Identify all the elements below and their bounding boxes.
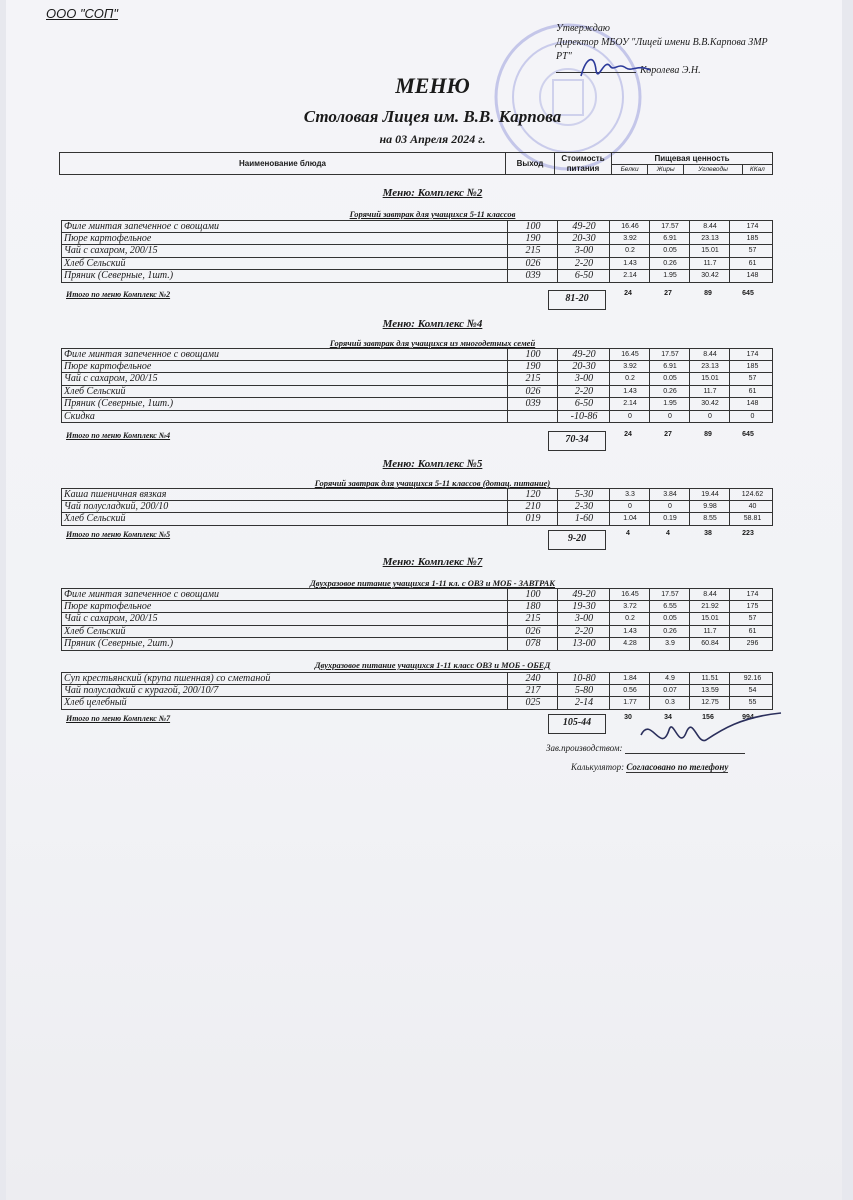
dish-carbs: 13.59 (689, 685, 730, 697)
complex7-rows2 (61, 672, 773, 710)
col-fats: Жиры (648, 165, 684, 175)
table-row (61, 233, 773, 246)
dish-fats: 0.26 (649, 258, 690, 270)
calculator-value: Согласовано по телефону (626, 762, 729, 772)
dish-price: 20-30 (557, 361, 610, 373)
table-row (61, 411, 773, 424)
dish-output: 240 (507, 673, 558, 684)
dish-output: 026 (507, 258, 558, 270)
dish-name: Хлеб Сельский (64, 257, 126, 269)
page-title: МЕНЮ (395, 73, 470, 98)
dish-name: Скидка (64, 410, 95, 422)
col-carbs: Углеводы (684, 165, 742, 175)
total-price: 70-34 (548, 431, 606, 451)
dish-price: 13-00 (557, 638, 610, 650)
total-carbs: 38 (704, 530, 712, 537)
table-row (61, 672, 773, 685)
dish-fats: 0.05 (649, 373, 690, 385)
dish-kcal: 124.62 (729, 489, 775, 500)
dish-name: Пюре картофельное (64, 360, 152, 372)
dish-proteins: 1.43 (609, 386, 650, 398)
dish-price: 2-20 (557, 386, 610, 398)
complex4-total (6, 431, 853, 451)
dish-fats: 17.57 (649, 221, 690, 232)
dish-fats: 0.05 (649, 245, 690, 257)
dish-fats: 1.95 (649, 398, 690, 410)
dish-carbs: 8.44 (689, 349, 730, 360)
dish-output: 026 (507, 626, 558, 638)
calculator-label: Калькулятор: (571, 762, 625, 772)
dish-name: Пюре картофельное (64, 232, 152, 244)
dish-output: 039 (507, 270, 558, 282)
dish-proteins: 4.28 (609, 638, 650, 650)
table-row (61, 601, 773, 614)
dish-output: 100 (507, 589, 558, 600)
dish-kcal: 296 (729, 638, 775, 650)
dish-carbs: 8.44 (689, 589, 730, 600)
dish-name: Пюре картофельное (64, 600, 152, 612)
table-row (61, 501, 773, 514)
dish-name: Хлеб целебный (64, 697, 127, 708)
dish-fats: 4.9 (649, 673, 690, 684)
dish-kcal: 148 (729, 398, 775, 410)
dish-carbs: 11.7 (689, 626, 730, 638)
total-fats: 4 (666, 530, 670, 537)
table-row (61, 613, 773, 626)
dish-name: Хлеб Сельский (64, 385, 126, 397)
table-row (61, 398, 773, 411)
total-kcal: 223 (742, 530, 754, 537)
dish-kcal: 185 (729, 233, 775, 245)
dish-fats: 6.91 (649, 361, 690, 373)
table-row (61, 685, 773, 698)
col-output: Выход (506, 153, 555, 175)
dish-fats: 6.91 (649, 233, 690, 245)
dish-output: 190 (507, 361, 558, 373)
total-label: Итого по меню Комплекс №4 (66, 431, 171, 440)
dish-kcal: 57 (729, 373, 775, 385)
dish-proteins: 0.2 (609, 245, 650, 257)
table-row (61, 588, 773, 601)
total-proteins: 24 (624, 431, 632, 438)
dish-kcal: 174 (729, 349, 775, 360)
dish-fats: 6.55 (649, 601, 690, 613)
dish-proteins: 3.92 (609, 233, 650, 245)
dish-carbs: 11.51 (689, 673, 730, 684)
complex2-title: Меню: Комплекс №2 (382, 187, 483, 199)
total-carbs: 89 (704, 431, 712, 438)
table-row (61, 270, 773, 283)
dish-output: 215 (507, 373, 558, 385)
dish-fats: 0.07 (649, 685, 690, 697)
total-fats: 27 (664, 290, 672, 297)
dish-proteins: 2.14 (609, 270, 650, 282)
table-row (61, 638, 773, 651)
dish-carbs: 60.84 (689, 638, 730, 650)
dish-output: 019 (507, 513, 558, 525)
dish-kcal: 148 (729, 270, 775, 282)
dish-proteins: 3.3 (609, 489, 650, 500)
dish-carbs: 15.01 (689, 245, 730, 257)
dish-carbs: 30.42 (689, 270, 730, 282)
dish-fats: 0.05 (649, 613, 690, 625)
dish-proteins: 0 (609, 411, 650, 423)
dish-kcal: 185 (729, 361, 775, 373)
dish-output: 026 (507, 386, 558, 398)
dish-proteins: 16.45 (609, 349, 650, 360)
dish-fats: 0.19 (649, 513, 690, 525)
dish-proteins: 0 (609, 501, 650, 513)
approval-line-2: Директор МБОУ "Лицей имени В.В.Карпова ЗМР (556, 37, 768, 48)
complex4-rows (61, 348, 773, 423)
dish-carbs: 8.44 (689, 221, 730, 232)
dish-kcal: 61 (729, 626, 775, 638)
table-row (61, 626, 773, 639)
dish-name: Чай полусладкий, 200/10 (64, 500, 169, 512)
dish-fats: 0.26 (649, 386, 690, 398)
total-price: 81-20 (548, 290, 606, 310)
dish-output: 190 (507, 233, 558, 245)
dish-kcal: 174 (729, 589, 775, 600)
dish-fats: 0 (649, 501, 690, 513)
director-name: Королева Э.Н. (640, 65, 701, 76)
dish-name: Хлеб Сельский (64, 513, 126, 524)
dish-price: 49-20 (557, 589, 610, 600)
dish-proteins: 0.2 (609, 373, 650, 385)
total-price: 9-20 (548, 530, 606, 550)
dish-name: Пряник (Северные, 1шт.) (64, 398, 174, 409)
dish-kcal: 58.81 (729, 513, 775, 525)
dish-price: 6-50 (557, 398, 610, 410)
dish-output: 180 (507, 601, 558, 613)
dish-price: 2-14 (557, 697, 610, 709)
page-date: на 03 Апреля 2024 г. (379, 132, 486, 146)
dish-kcal: 40 (729, 501, 775, 513)
table-row (61, 373, 773, 386)
complex2-rows (61, 220, 773, 283)
dish-name: Пряник (Северные, 2шт.) (64, 638, 174, 649)
dish-output: 078 (507, 638, 558, 650)
total-kcal: 645 (742, 431, 754, 438)
table-row (61, 220, 773, 233)
dish-kcal: 175 (729, 601, 775, 613)
complex4-title: Меню: Комплекс №4 (382, 318, 483, 330)
calculator-field (571, 762, 728, 773)
complex5-subtitle: Горячий завтрак для учащихся 5-11 классов (дотац. питание) (314, 478, 551, 488)
total-proteins: 4 (626, 530, 630, 537)
dish-proteins: 1.04 (609, 513, 650, 525)
dish-proteins: 0.56 (609, 685, 650, 697)
dish-carbs: 11.7 (689, 386, 730, 398)
manager-field (546, 743, 745, 754)
complex7-rows (61, 588, 773, 651)
table-row (61, 258, 773, 271)
dish-proteins: 1.43 (609, 258, 650, 270)
dish-output: 215 (507, 245, 558, 257)
columns-header (59, 152, 773, 175)
col-price: Стоимость питания (555, 153, 612, 175)
total-label: Итого по меню Комплекс №7 (66, 714, 171, 723)
complex2-total (6, 290, 853, 310)
dish-carbs: 19.44 (689, 489, 730, 500)
dish-price: -10-86 (557, 411, 610, 423)
manager-signature (631, 705, 791, 765)
total-kcal: 645 (742, 290, 754, 297)
table-row (61, 513, 773, 526)
manager-label: Зав.производством: (546, 743, 623, 753)
dish-carbs: 11.7 (689, 258, 730, 270)
dish-name: Каша пшеничная вязкая (64, 489, 167, 500)
dish-output: 120 (507, 489, 558, 500)
dish-price: 49-20 (557, 349, 610, 360)
dish-carbs: 12.75 (689, 697, 730, 709)
dish-name: Суп крестьянский (крупа пшенная) со сметаной (64, 673, 271, 684)
dish-output: 025 (507, 697, 558, 709)
dish-price: 20-30 (557, 233, 610, 245)
dish-price: 3-00 (557, 613, 610, 625)
col-name: Наименование блюда (60, 153, 506, 175)
dish-name: Чай с сахаром, 200/15 (64, 613, 158, 624)
dish-name: Пряник (Северные, 1шт.) (64, 270, 174, 281)
total-carbs: 156 (702, 714, 714, 721)
dish-name: Чай с сахаром, 200/15 (64, 373, 158, 384)
dish-name: Филе минтая запеченное с овощами (64, 589, 220, 600)
approval-line-1: Утверждаю (556, 23, 610, 34)
dish-proteins: 2.14 (609, 398, 650, 410)
total-kcal: 994 (742, 714, 754, 721)
dish-carbs: 0 (689, 411, 730, 423)
dish-price: 3-00 (557, 373, 610, 385)
total-fats: 27 (664, 431, 672, 438)
dish-proteins: 0.2 (609, 613, 650, 625)
dish-price: 5-30 (557, 489, 610, 500)
dish-output: 100 (507, 349, 558, 360)
dish-fats: 17.57 (649, 349, 690, 360)
complex2-subtitle: Горячий завтрак для учащихся 5-11 классов (349, 209, 516, 219)
col-nutrition: Пищевая ценность (612, 153, 773, 165)
dish-output: 215 (507, 613, 558, 625)
dish-price: 49-20 (557, 221, 610, 232)
table-row (61, 386, 773, 399)
dish-proteins: 1.84 (609, 673, 650, 684)
total-fats: 34 (664, 714, 672, 721)
page-subtitle: Столовая Лицея им. В.В. Карпова (303, 107, 562, 126)
dish-kcal: 174 (729, 221, 775, 232)
total-proteins: 24 (624, 290, 632, 297)
dish-fats: 17.57 (649, 589, 690, 600)
col-proteins: Белки (612, 165, 648, 175)
dish-price: 19-30 (557, 601, 610, 613)
dish-carbs: 15.01 (689, 373, 730, 385)
complex5-title: Меню: Комплекс №5 (382, 458, 483, 470)
dish-price: 2-20 (557, 258, 610, 270)
total-label: Итого по меню Комплекс №5 (66, 530, 171, 539)
total-proteins: 30 (624, 714, 632, 721)
complex7-subtitle: Двухразовое питание учащихся 1-11 кл. с ОВЗ и МОБ - ЗАВТРАК (309, 578, 556, 588)
dish-fats: 0.3 (649, 697, 690, 709)
dish-fats: 1.95 (649, 270, 690, 282)
dish-carbs: 23.13 (689, 233, 730, 245)
menu-sheet (6, 0, 842, 1200)
dish-kcal: 57 (729, 245, 775, 257)
dish-kcal: 54 (729, 685, 775, 697)
complex5-rows (61, 488, 773, 526)
dish-price: 3-00 (557, 245, 610, 257)
complex7-title: Меню: Комплекс №7 (382, 556, 483, 568)
dish-carbs: 23.13 (689, 361, 730, 373)
dish-kcal: 0 (729, 411, 775, 423)
dish-name: Филе минтая запеченное с овощами (64, 349, 220, 360)
dish-fats: 3.9 (649, 638, 690, 650)
dish-kcal: 61 (729, 258, 775, 270)
dish-kcal: 55 (729, 697, 775, 709)
table-row (61, 245, 773, 258)
dish-fats: 3.84 (649, 489, 690, 500)
dish-carbs: 15.01 (689, 613, 730, 625)
dish-name: Чай с сахаром, 200/15 (64, 245, 158, 256)
dish-kcal: 92.16 (729, 673, 775, 684)
dish-proteins: 1.77 (609, 697, 650, 709)
complex7-subtitle2: Двухразовое питание учащихся 1-11 класс ОВЗ и МОБ - ОБЕД (314, 660, 551, 670)
dish-kcal: 57 (729, 613, 775, 625)
complex4-subtitle: Горячий завтрак для учащихся из многодетных семей (329, 338, 536, 348)
table-row (61, 488, 773, 501)
dish-name: Хлеб Сельский (64, 625, 126, 637)
dish-output: 217 (507, 685, 558, 697)
complex5-total (6, 530, 853, 550)
dish-fats: 0.26 (649, 626, 690, 638)
dish-carbs: 21.92 (689, 601, 730, 613)
dish-output: 100 (507, 221, 558, 232)
dish-carbs: 9.98 (689, 501, 730, 513)
table-row (61, 348, 773, 361)
dish-output (507, 411, 558, 423)
dish-output: 210 (507, 501, 558, 513)
dish-proteins: 16.45 (609, 589, 650, 600)
dish-price: 1-60 (557, 513, 610, 525)
dish-kcal: 61 (729, 386, 775, 398)
total-label: Итого по меню Комплекс №2 (66, 290, 171, 299)
dish-price: 6-50 (557, 270, 610, 282)
dish-name: Чай полусладкий с курагой, 200/10/7 (64, 684, 219, 696)
approval-line-3: РТ" (556, 51, 572, 62)
dish-carbs: 30.42 (689, 398, 730, 410)
dish-proteins: 3.92 (609, 361, 650, 373)
organization-name: ООО "СОП" (46, 6, 118, 21)
dish-price: 10-80 (557, 673, 610, 684)
total-carbs: 89 (704, 290, 712, 297)
dish-price: 5-80 (557, 685, 610, 697)
col-kcal: ККал (742, 165, 772, 175)
total-price: 105-44 (548, 714, 606, 734)
dish-fats: 0 (649, 411, 690, 423)
manager-line (625, 743, 745, 754)
dish-price: 2-20 (557, 626, 610, 638)
table-row (61, 361, 773, 374)
dish-proteins: 1.43 (609, 626, 650, 638)
dish-output: 039 (507, 398, 558, 410)
dish-proteins: 3.72 (609, 601, 650, 613)
dish-proteins: 16.46 (609, 221, 650, 232)
dish-price: 2-30 (557, 501, 610, 513)
dish-name: Филе минтая запеченное с овощами (64, 221, 220, 232)
dish-carbs: 8.55 (689, 513, 730, 525)
